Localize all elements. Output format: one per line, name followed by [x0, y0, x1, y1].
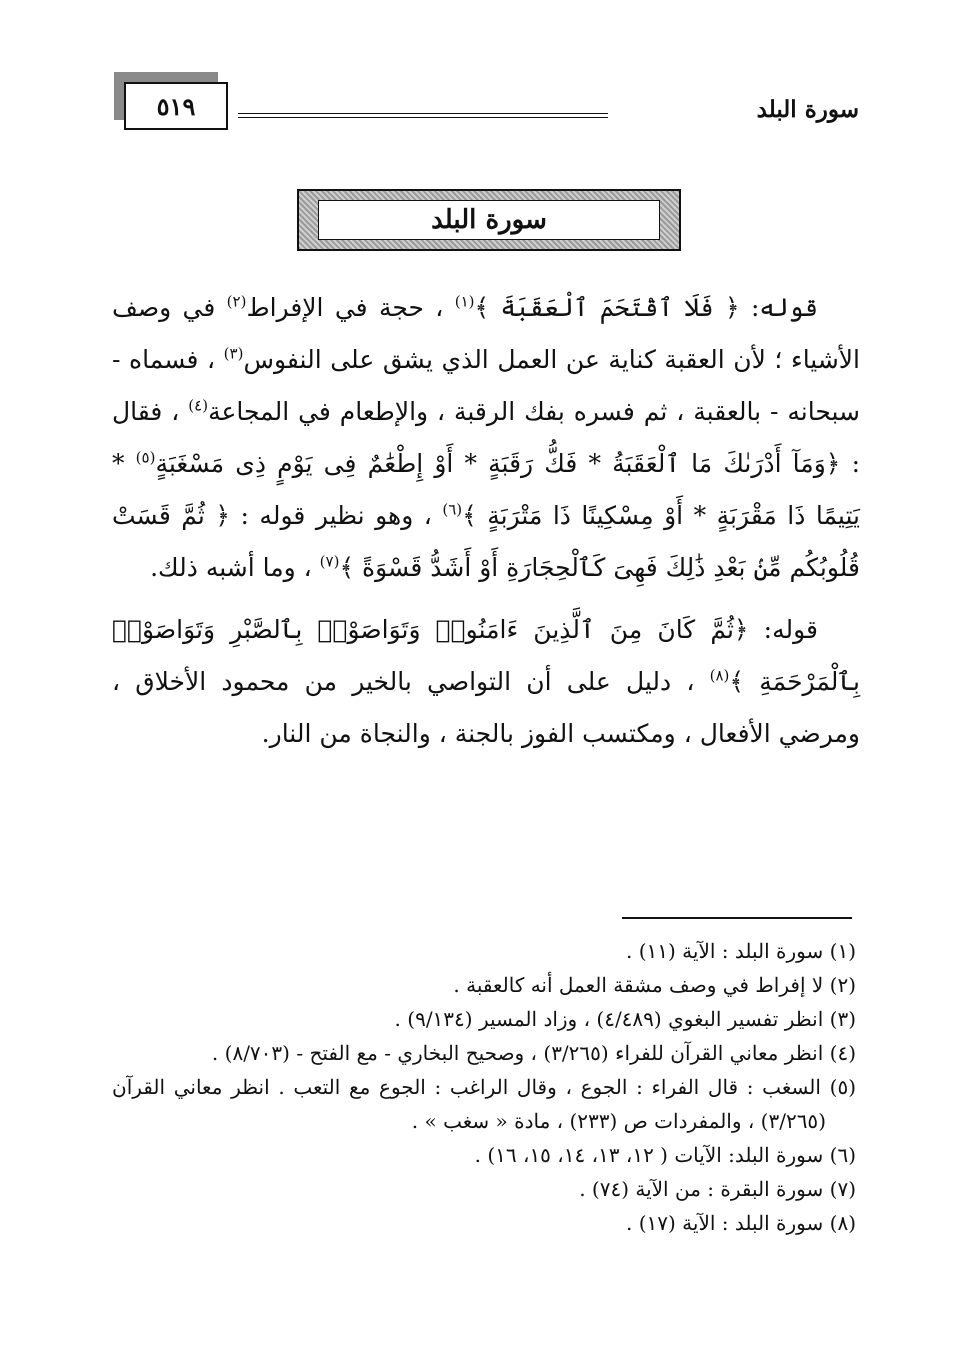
quran-quote: * يَتِيمًا ذَا مَقْرَبَةٍ * أَوْ مِسْكِينًا ذَا مَتْرَبَةٍ ﴾ — [112, 449, 860, 530]
paragraph-text: ، فقال : — [112, 397, 861, 478]
footnote: (٣) انظر تفسير البغوي (٤/٤٨٩) ، وزاد المسير (٩/١٣٤) . — [394, 1007, 856, 1031]
paragraph-text: ، دليل على أن التواصي بالخير من محمود الأخلاق ، ومرضي الأفعال ، ومكتسب الفوز بالجنة ، والنجاة من النار. — [112, 667, 860, 748]
footnote-ref: (٨) — [709, 666, 730, 685]
paragraph-text: في وصف الأشياء ؛ لأن العقبة كناية عن العمل الذي يشق على النفوس — [112, 293, 861, 374]
paragraph-text: ، حجة في الإفراط — [246, 293, 455, 322]
footnote-ref: (٤) — [188, 396, 209, 415]
paragraph-2 — [112, 604, 860, 760]
paragraph-text: ، وما أشبه ذلك. — [150, 553, 320, 582]
paragraph-lead: قوله: — [739, 293, 818, 322]
footnote-separator — [622, 917, 852, 919]
quran-quote: ﴿ثُمَّ كَانَ مِنَ ٱلَّذِينَ ءَامَنُوا۟ وَتَوَاصَوْا۟ بِٱلصَّبْرِ وَتَوَاصَوْا۟ بِٱلْمَرْحَمَةِ ﴾ — [112, 615, 860, 696]
footnote: (٥) السغب : قال الفراء : الجوع ، وقال الراغب : الجوع مع التعب . انظر معاني القرآن (٣/٢٦٥) ، والمفردات ص (٢٣٣) ، مادة « سغب » . — [112, 1075, 856, 1133]
surah-title-frame — [297, 189, 681, 251]
paragraph-text: ، فسماه - سبحانه - بالعقبة ، ثم فسره بفك الرقبة ، والإطعام في المجاعة — [112, 345, 860, 426]
footnote-ref: (١) — [454, 292, 475, 311]
paragraph-lead: قوله: — [748, 615, 818, 644]
footnotes — [112, 934, 856, 1240]
paragraph-1 — [112, 282, 860, 594]
header-rule — [238, 113, 608, 118]
footnote: (٢) لا إفراط في وصف مشقة العمل أنه كالعقبة . — [453, 973, 856, 997]
main-text — [112, 282, 860, 760]
quran-quote: ﴿وَمَآ أَدْرَىٰكَ مَا ٱلْعَقَبَةُ * فَكُّ رَقَبَةٍ * أَوْ إِطْعَٰمٌ فِى يَوْمٍ ذِى مَسْغَبَةٍ — [155, 449, 841, 478]
quran-quote: ﴿ ثُمَّ قَسَتْ قُلُوبُكُم مِّنۢ بَعْدِ ذَٰلِكَ فَهِىَ كَٱلْحِجَارَةِ أَوْ أَشَدُّ قَسْوَةً ﴾ — [112, 501, 860, 582]
running-title: سورة البلد — [756, 96, 859, 123]
footnote-ref: (٦) — [442, 500, 463, 519]
paragraph-text: ، وهو نظير قوله : — [230, 501, 443, 530]
footnote-ref: (٣) — [223, 344, 244, 363]
footnote: (١) سورة البلد : الآية (١١) . — [626, 939, 856, 963]
footnote: (٧) سورة البقرة : من الآية (٧٤) . — [579, 1177, 856, 1201]
footnote: (٦) سورة البلد: الآيات ( ١٢، ١٣، ١٤، ١٥، ١٦) . — [474, 1143, 856, 1167]
surah-title: سورة البلد — [318, 200, 660, 240]
footnote: (٤) انظر معاني القرآن للفراء (٣/٢٦٥) ، وصحيح البخاري - مع الفتح - (٨/٧٠٣) . — [211, 1041, 856, 1065]
footnote-ref: (٧) — [319, 552, 340, 571]
quran-quote: ﴿ فَلَا ٱقْتَحَمَ ٱلْعَقَبَةَ ﴾ — [474, 293, 740, 322]
footnote-ref: (٥) — [135, 448, 156, 467]
page-number: ٥١٩ — [124, 82, 228, 130]
footnote-ref: (٢) — [226, 292, 247, 311]
footnote: (٨) سورة البلد : الآية (١٧) . — [626, 1211, 856, 1235]
